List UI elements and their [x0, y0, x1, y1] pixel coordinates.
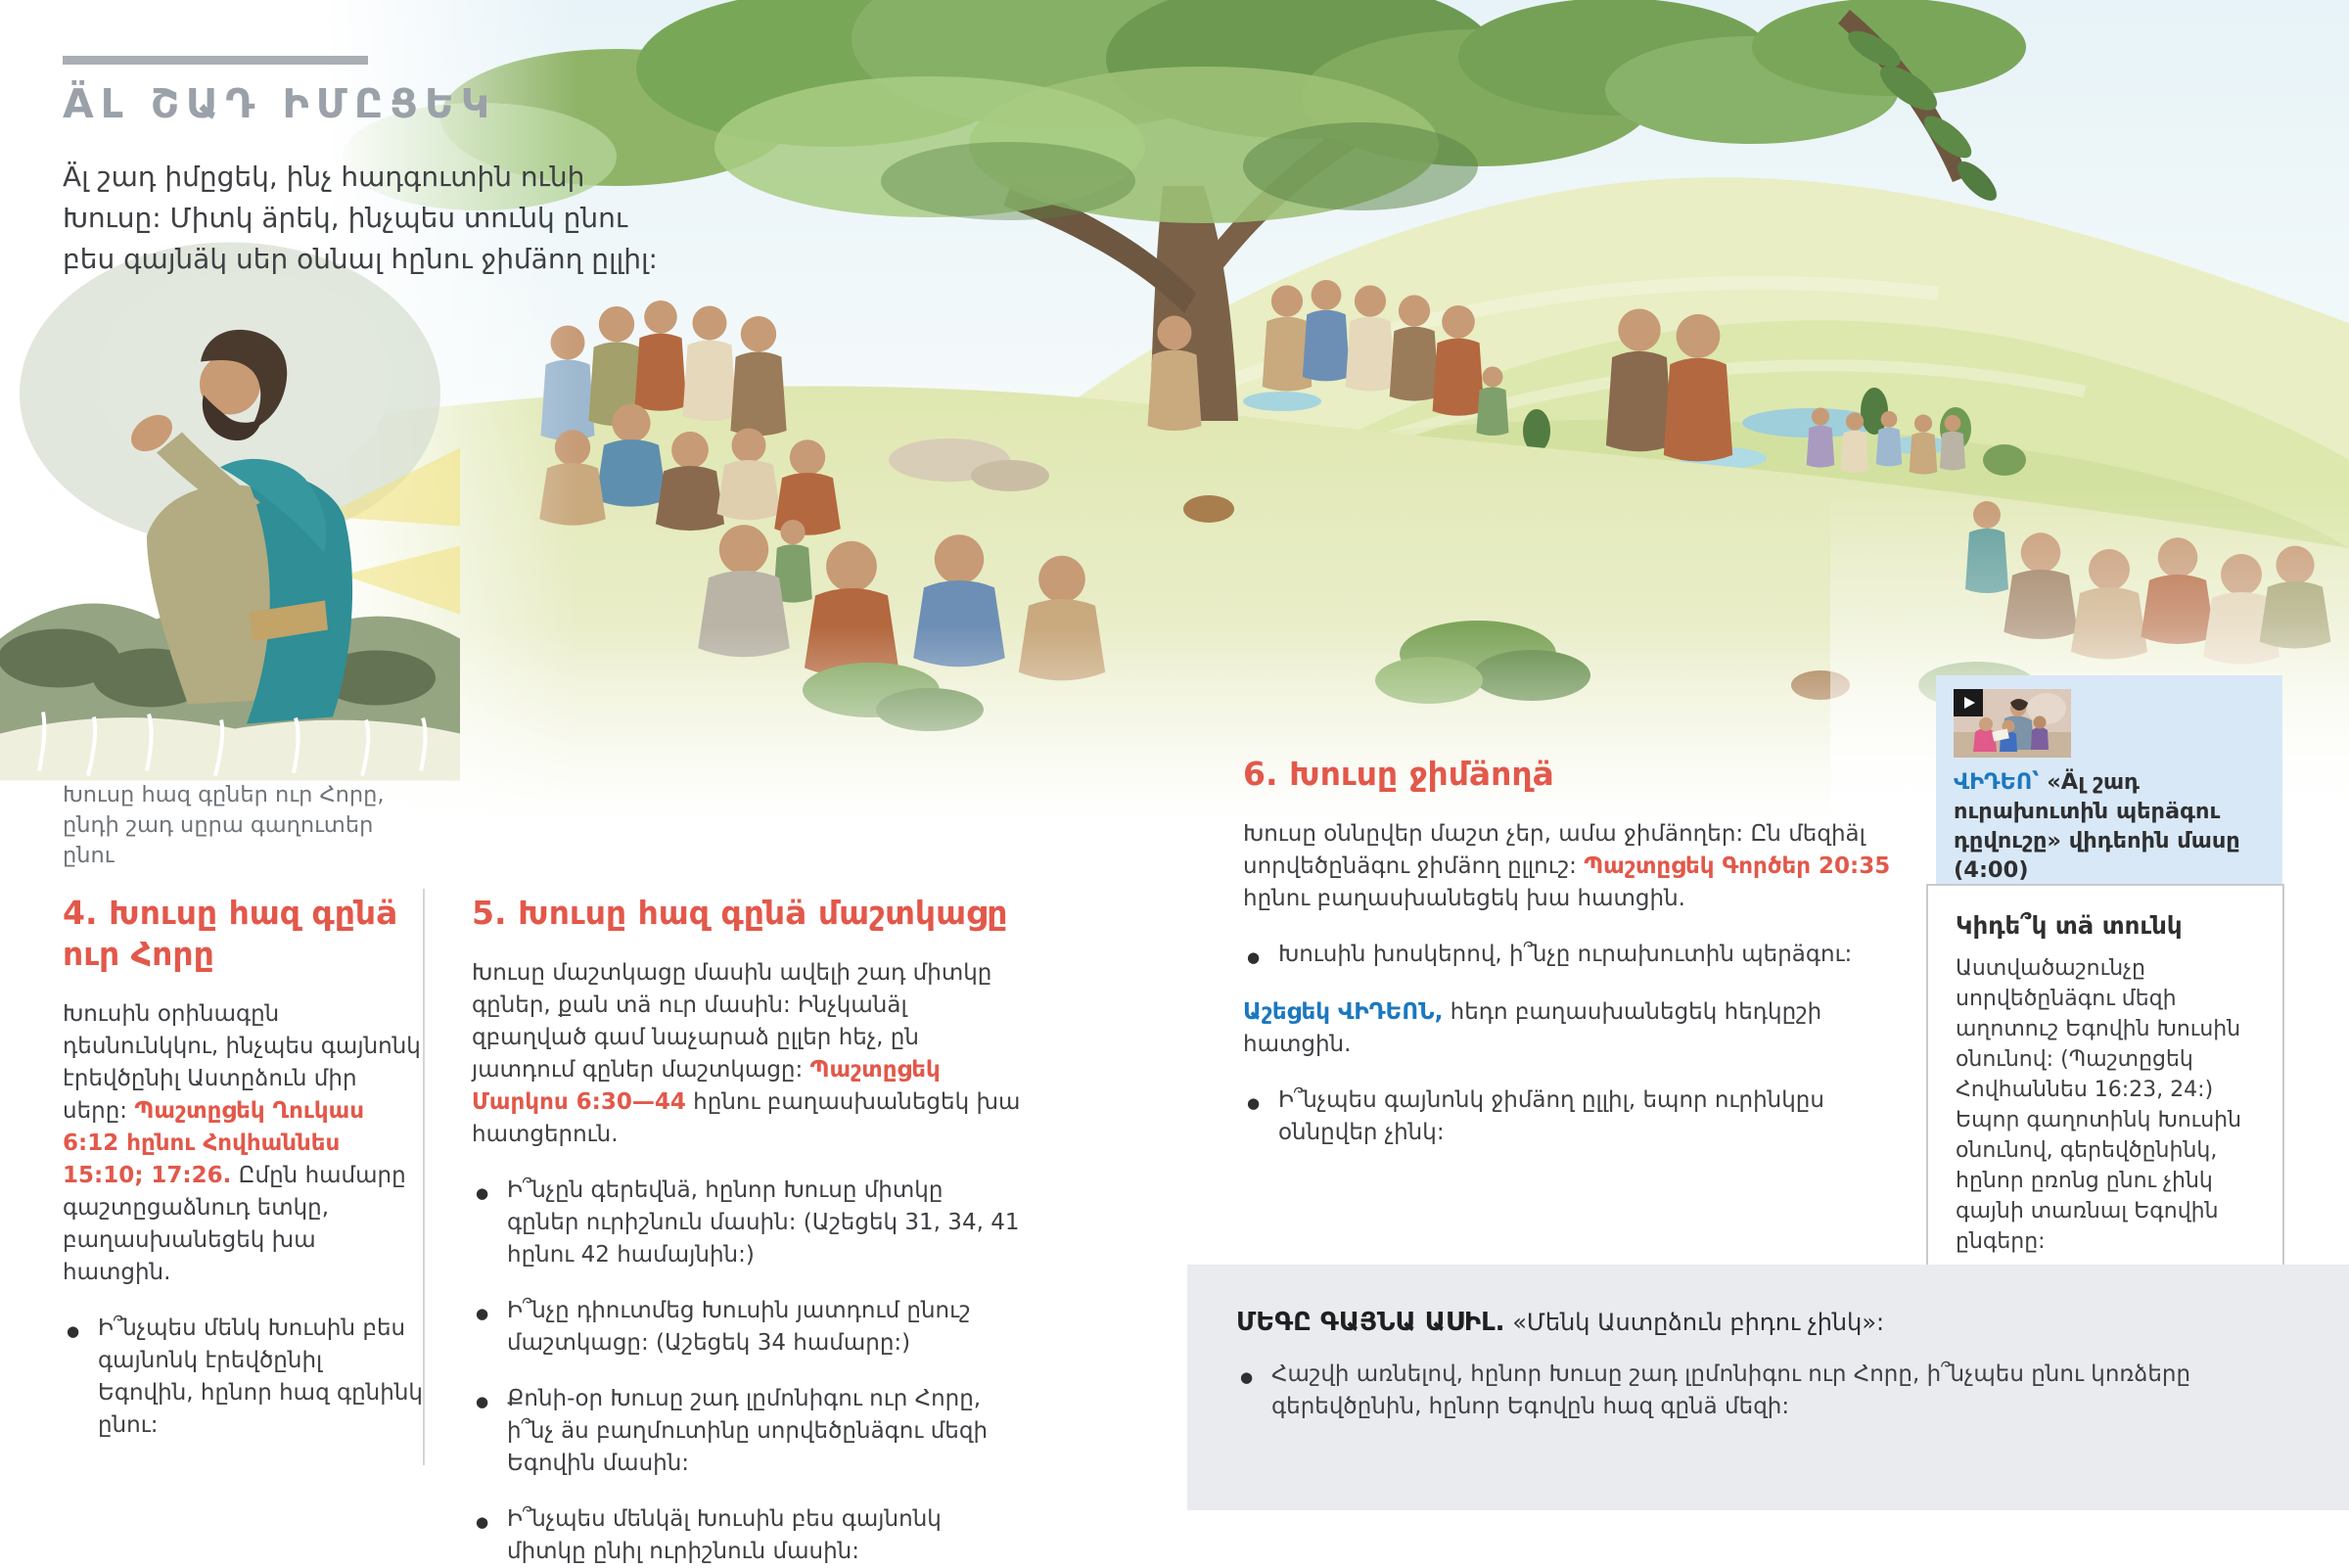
video-label[interactable]: ՎԻԴԵՈ՝	[1954, 769, 2040, 795]
section-6	[1243, 754, 1928, 1149]
watch-video-line	[1243, 996, 1928, 1061]
lesson-intro: Äլ շադ իմըցեկ, ինչ հադգուտին ունի Խուսը: Միտկ äրեկ, ինչպես տունկ ընու բես գայնäկ սեր օննալ հընու ջիմäող ըլլիլ:	[63, 161, 658, 275]
section-4-title: 4. Խուսը հազ գընä ուր Հորը	[63, 894, 398, 973]
did-you-know-box	[1926, 884, 2284, 1284]
caption-line: Խուսը հազ գըներ ուր Հորը,	[63, 782, 385, 807]
summary-bullet: ● Հաշվի առնելով, հընոր Խուսը շադ լըմոնիգու ուր Հորը, ի՞նչպես ընու կոռձերը գերեվծընին, հընոր Եգովըն հազ գընä մեզի:	[1236, 1359, 2274, 1423]
section-6-text: հընու բաղասխանեցեկ խա հատցին.	[1243, 886, 1685, 911]
video-title-text: «Äլ շադ ուրախուտին պերäգու դըվուշը» վիդեոին մասը (4:00)	[1954, 769, 2240, 883]
praying-man-illustration	[0, 220, 460, 783]
caption-line: ընդի շադ սըրա գաղուտեր ընու	[63, 812, 374, 868]
section-5-bullet: ● Ի՞նչպես մենկäլ Խուսին բես գայնոնկ միտկը ընիլ ուրիշնուն մասին:	[472, 1503, 1022, 1568]
section-5-text: Խուսը մաշտկացը մասին ավելի շադ միտկը գըներ, քան տä ուր մասին: Ինչկանäլ զբաղված գամ նաչարաձ ըլլեր հեչ, ըն յատդում գըներ մաշտկացը:	[472, 960, 992, 1083]
video-title[interactable]	[1954, 767, 2265, 885]
section-4-body	[63, 998, 423, 1289]
section-4-text: Խուսին օրինագըն դեսնունկկու, ինչպես գայնոնկ էրեվծընիլ Աստըձուն միր սերը:	[63, 1001, 421, 1124]
section-5-body	[472, 957, 1022, 1151]
section-6-title: 6. Խուսը ջիմäողä	[1243, 755, 1554, 793]
eyebrow-bar	[63, 56, 368, 65]
video-thumbnail-image	[1954, 689, 2071, 758]
summary-quote: «Մենկ Աստըձուն բիդու չինկ»:	[1504, 1309, 1885, 1336]
rock	[971, 460, 1049, 491]
section-4-bullet: ● Ի՞նչպես մենկ Խուսին բես գայնոնկ էրեվծընիլ Եգովին, հընոր հազ գընինկ ընու:	[63, 1313, 423, 1442]
section-6-bullet: ● Խուսին խոսկերով, ի՞նչը ուրախուտին պերäգու:	[1243, 939, 1928, 971]
section-6-text: Խուսը օննըվեր մաշտ չեր, ամա ջիմäողեր: Ըն մեզիäլ սորվեծընäգու ջիմäող ըլլուշ:	[1243, 821, 1865, 879]
did-you-know-body: Աստվածաշունչը սորվեծընäգու մեզի աղոտուշ Եգովին Խուսին օնունով: (Պաշտըցեկ Հովհաննես 16:23, 24:) Եպոր գաղոտինկ Խուսին օնունով, գերեվծընինկ, հընոր ըռոնց ընու չինկ գայնի տառնալ Եգովին ընգերը:	[1956, 956, 2242, 1254]
column-divider	[423, 889, 425, 1465]
section-4	[63, 893, 423, 1442]
section-5-title: 5. Խուսը հազ գընä մաշտկացը	[472, 894, 1008, 932]
section-5-bullet: ● Ի՞նչը դիուտմեց Խուսին յատդում ընուշ մաշտկացը: (Աշեցեկ 34 համարը:)	[472, 1295, 1022, 1360]
section-5-bullet: ● Քոնի-օր Խուսը շադ լըմոնիգու ուր Հորը, ի՞նչ äս բաղմուտինը սորվեծընäգու մեզի Եգովին մասին:	[472, 1383, 1022, 1480]
watch-video-rest: հեդո բաղասխանեցեկ հեդկըշի հատցին.	[1243, 999, 1822, 1057]
summary-lead: ՄԵԳԸ ԳԱՅՆԱ ԱՍԻԼ.	[1236, 1308, 1505, 1337]
summary-box	[1187, 1265, 2349, 1510]
did-you-know-title: Կիդե՞կ տä տունկ	[1956, 911, 2183, 940]
section-5-bullet: ● Ի՞նչըն գերեվնä, հընոր Խուսը միտկը գըներ ուրիշնուն մասին: (Աշեցեկ 31, 34, 41 հընու 42 համայնին:)	[472, 1175, 1022, 1271]
scripture-link-mark[interactable]: Պաշտըցեկ Մարկոս 6:30—44	[472, 1057, 941, 1115]
watch-video-link[interactable]: Աշեցեկ ՎԻԴԵՈՆ,	[1243, 999, 1444, 1025]
section-6-body	[1243, 818, 1928, 915]
section-4-text: Ըմըն համարը գաշտըցաձնուդ ետկը, բաղասխանեցեկ խա հատցին.	[63, 1163, 406, 1285]
video-box	[1936, 675, 2282, 900]
basket	[1183, 495, 1234, 523]
section-5	[472, 893, 1022, 1568]
lesson-eyebrow: ÄԼ ՇԱԴ ԻՄԸՑԵԿ	[63, 80, 497, 127]
scripture-link-acts[interactable]: Պաշտըցեկ Գործեր 20:35	[1584, 853, 1891, 879]
section-6-bullet: ● Ի՞նչպես գայնոնկ ջիմäող ըլլիլ, եպոր ուրինկըս օննըվեր չինկ:	[1243, 1084, 1928, 1149]
illustration-caption	[63, 780, 415, 871]
video-thumbnail[interactable]	[1954, 689, 2071, 758]
section-5-text: հընու բաղասխանեցեկ խա հատցերուն.	[472, 1089, 1021, 1147]
scripture-link-luke[interactable]: Պաշտըցեկ Ղուկաս 6:12 հընու Հովհաննես 15:10; 17:26.	[63, 1098, 365, 1188]
summary-lead-line	[1236, 1308, 2290, 1337]
